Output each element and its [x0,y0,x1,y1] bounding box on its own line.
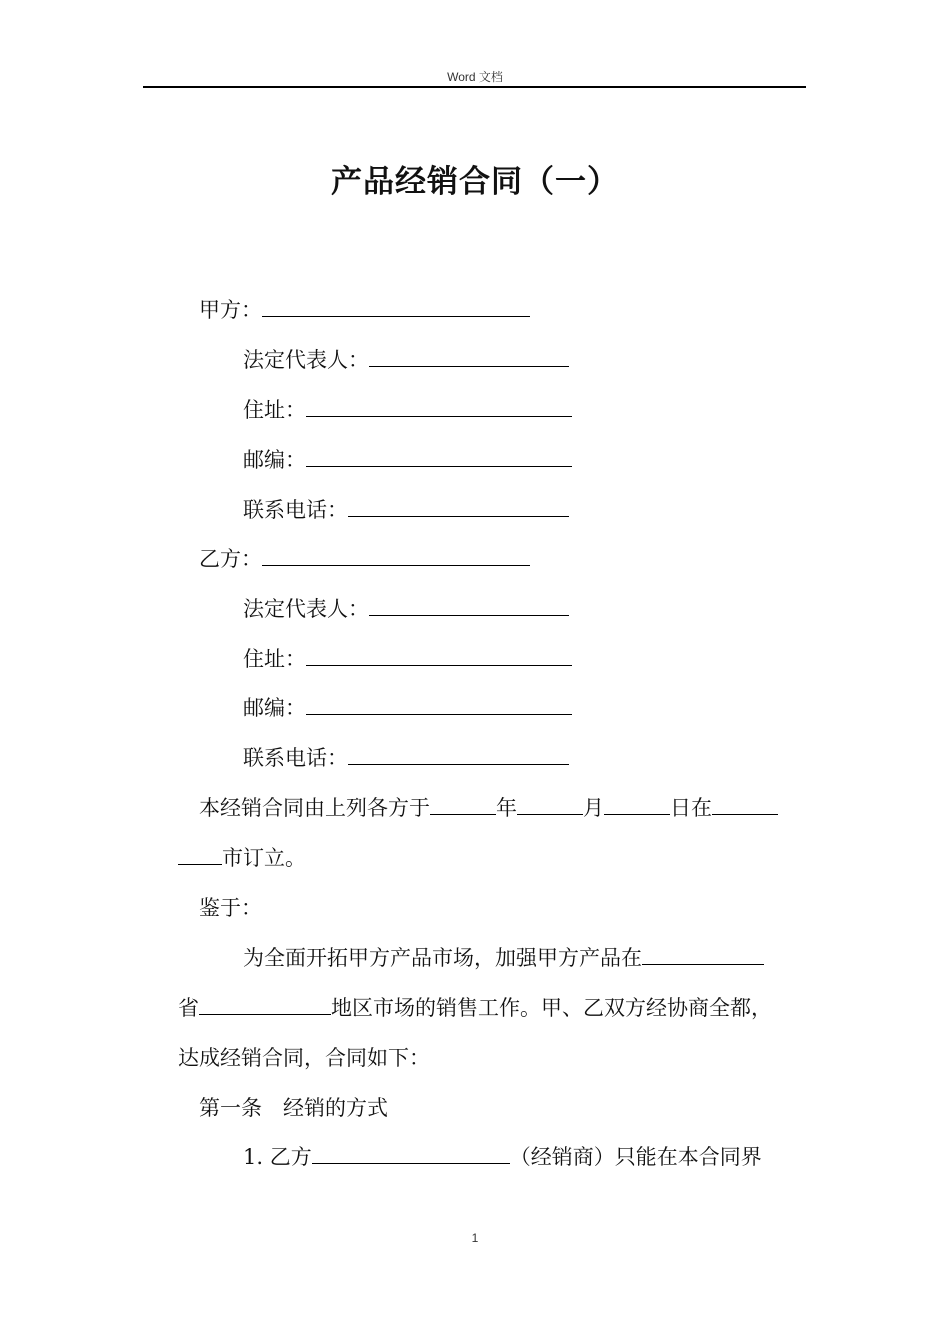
item-1-dealer-blank[interactable] [312,1143,510,1164]
purpose-line-1 [243,944,764,972]
article-1-item-1 [243,1143,762,1171]
party-b-rep-blank[interactable] [369,595,569,616]
party-a-phone-blank[interactable] [348,496,569,517]
signing-year-label: 年 [496,796,517,820]
party-b-postcode-line [243,694,572,722]
purpose-province-label: 省 [178,996,199,1020]
party-a-phone-label: 联系电话： [243,498,348,522]
purpose-province-blank[interactable] [642,944,764,965]
item-1-prefix: 乙方 [269,1145,312,1169]
party-b-line [199,545,530,573]
item-1-suffix: （经销商）只能在本合同界 [509,1145,762,1169]
party-b-phone-label: 联系电话： [243,746,348,770]
party-a-address-label: 住址： [243,398,306,422]
signing-suffix: 市订立。 [222,846,306,870]
party-a-rep-line [243,346,569,374]
article-1-heading: 第一条 经销的方式 [199,1096,388,1120]
party-a-rep-blank[interactable] [369,346,569,367]
page-number: 1 [471,1231,479,1245]
party-b-postcode-blank[interactable] [306,694,572,715]
party-a-postcode-label: 邮编： [243,448,306,472]
party-a-label: 甲方： [199,298,262,322]
whereas-heading: 鉴于： [199,896,262,920]
purpose-text-2: 地区市场的销售工作。甲、乙双方经协商全都， [331,996,772,1020]
signing-month-label: 月 [583,796,604,820]
signing-year-blank[interactable] [430,794,496,815]
purpose-text-1: 为全面开拓甲方产品市场，加强甲方产品在 [243,946,642,970]
party-b-address-line [243,645,572,673]
signing-line-1 [199,794,778,822]
party-b-postcode-label: 邮编： [243,696,306,720]
party-b-address-blank[interactable] [306,645,572,666]
signing-prefix: 本经销合同由上列各方于 [199,796,430,820]
party-a-address-line [243,396,572,424]
party-b-address-label: 住址： [243,647,306,671]
party-a-postcode-line [243,446,572,474]
page-header: Word 文档 [447,70,503,84]
signing-city-blank[interactable] [712,794,778,815]
signing-line-2 [178,844,306,872]
party-a-address-blank[interactable] [306,396,572,417]
signing-city-blank-cont[interactable] [178,844,222,865]
party-b-phone-blank[interactable] [348,744,569,765]
party-a-line [199,296,530,324]
party-a-phone-line [243,496,569,524]
party-a-blank[interactable] [262,296,530,317]
header-rule [143,86,806,88]
party-b-phone-line [243,744,569,772]
purpose-line-2 [178,994,772,1022]
document-title: 产品经销合同（一） [331,164,619,200]
party-b-blank[interactable] [262,545,530,566]
purpose-region-blank[interactable] [199,994,331,1015]
party-b-rep-label: 法定代表人： [243,597,369,621]
party-b-label: 乙方： [199,547,262,571]
party-b-rep-line [243,595,569,623]
item-1-number: 1. [243,1145,264,1169]
signing-day-blank[interactable] [604,794,670,815]
party-a-postcode-blank[interactable] [306,446,572,467]
purpose-line-3: 达成经销合同，合同如下： [178,1046,430,1070]
party-a-rep-label: 法定代表人： [243,348,369,372]
signing-month-blank[interactable] [517,794,583,815]
signing-day-label: 日在 [670,796,712,820]
